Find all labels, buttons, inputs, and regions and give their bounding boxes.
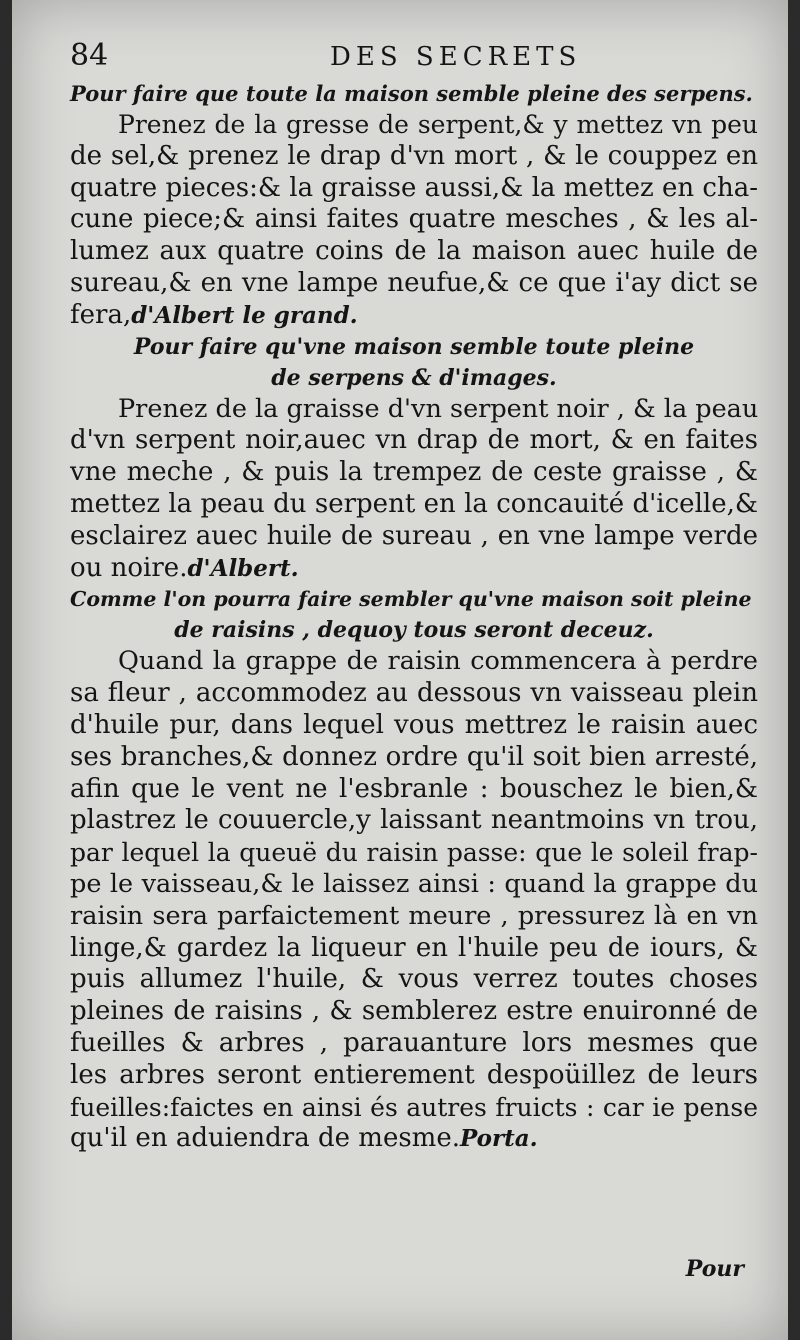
- text-line: ses branches,& donnez ordre qu'il soit bien arresté,: [70, 741, 758, 772]
- page-text: [70, 78, 758, 1155]
- text-fragment: qu'il en aduiendra de mesme.: [70, 1123, 460, 1154]
- text-fragment: fera,: [70, 299, 132, 330]
- text-line: sa fleur , accommodez au dessous vn vaisseau plein: [70, 678, 758, 709]
- text-line: par lequel la queuë du raisin passe: que le soleil frap-: [70, 838, 758, 868]
- text-line: plastrez le couuercle,y laissant neantmoins vn trou,: [70, 805, 758, 836]
- text-line: puis allumez l'huile, & vous verrez toutes choses: [70, 964, 758, 995]
- text-line: [70, 300, 758, 332]
- text-line: lumez aux quatre coins de la maison auec huile de: [70, 236, 758, 267]
- recipe-section: [70, 78, 758, 332]
- text-line: vne meche , & puis la trempez de ceste graisse , &: [70, 457, 758, 488]
- section-heading: Pour faire que toute la maison semble pleine des serpens.: [70, 81, 753, 106]
- text-line: d'vn serpent noir,auec vn drap de mort, & en faites: [70, 425, 758, 456]
- text-line: mettez la peau du serpent en la concauité d'icelle,&: [70, 488, 758, 519]
- text-line: Prenez de la gresse de serpent,& y mettez vn peu: [118, 110, 758, 139]
- text-line: esclairez auec huile de sureau , en vne lampe verde: [70, 520, 758, 551]
- text-line: cune piece;& ainsi faites quatre mesches , & les al-: [70, 204, 758, 235]
- text-line: sureau,& en vne lampe neufue,& ce que i'ay dict se: [70, 267, 758, 298]
- text-line: [70, 1123, 758, 1155]
- text-line: fueilles:faictes en ainsi és autres fruicts : car ie pense: [70, 1092, 758, 1122]
- section-heading: Pour faire qu'vne maison semble toute pleine: [133, 333, 695, 360]
- running-title: DES SECRETS: [330, 42, 582, 72]
- text-line: d'huile pur, dans lequel vous mettrez le raisin auec: [70, 709, 758, 740]
- page-header: [70, 38, 760, 78]
- text-line: fueilles & arbres , parauanture lors mesmes que: [70, 1027, 758, 1058]
- text-line: quatre pieces:& la graisse aussi,& la mettez en cha-: [70, 172, 758, 203]
- recipe-section: [70, 584, 758, 1155]
- text-line: [70, 553, 758, 585]
- text-line: afin que le vent ne l'esbranle : bouschez le bien,&: [70, 773, 758, 804]
- book-page: [12, 0, 788, 1340]
- source-citation: d'Albert le grand.: [131, 301, 358, 329]
- source-citation: d'Albert.: [187, 554, 299, 582]
- source-citation: Porta.: [460, 1125, 538, 1153]
- recipe-section: [70, 332, 758, 585]
- text-line: Quand la grappe de raisin commencera à perdre: [118, 646, 758, 677]
- section-heading: de serpens & d'images.: [271, 364, 557, 391]
- text-line: pleines de raisins , & semblerez estre enuironné de: [70, 996, 758, 1027]
- catchword: Pour: [685, 1256, 744, 1282]
- text-line: les arbres seront entierement despoüillez de leurs: [70, 1059, 758, 1090]
- section-heading: Comme l'on pourra faire sembler qu'vne maison soit pleine: [70, 587, 752, 612]
- text-line: Prenez de la graisse d'vn serpent noir , & la peau: [118, 393, 759, 424]
- text-line: de sel,& prenez le drap d'vn mort , & le couppez en: [70, 140, 758, 171]
- page-number: 84: [70, 38, 109, 73]
- text-line: linge,& gardez la liqueur en l'huile peu de iours, &: [70, 932, 758, 963]
- text-line: raisin sera parfaictement meure , pressurez là en vn: [70, 900, 758, 931]
- section-heading: de raisins , dequoy tous seront deceuz.: [174, 617, 654, 644]
- text-fragment: ou noire.: [70, 552, 188, 583]
- text-line: pe le vaisseau,& le laissez ainsi : quand la grappe du: [70, 868, 758, 899]
